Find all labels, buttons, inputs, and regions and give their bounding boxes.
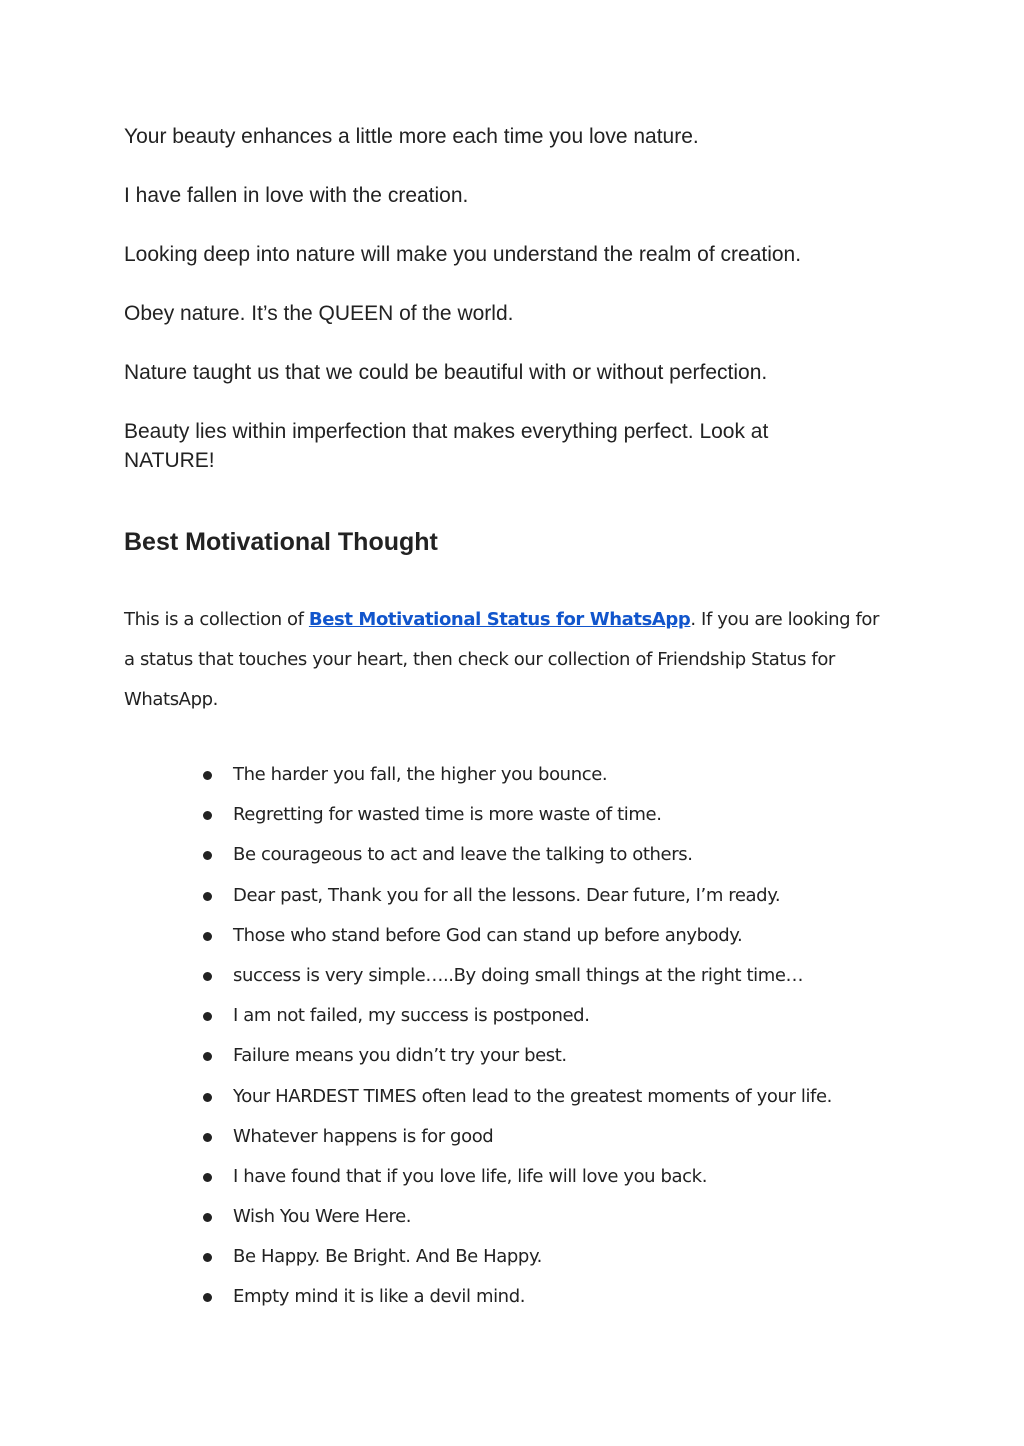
bullet-icon: [203, 972, 212, 981]
quote-paragraph: Looking deep into nature will make you understand the realm of creation.: [124, 243, 802, 266]
list-item: [200, 956, 832, 996]
bullet-icon: [203, 771, 212, 780]
quote-paragraph: Nature taught us that we could be beautiful with or without perfection.: [124, 361, 768, 384]
list-item: [200, 795, 832, 835]
bullet-icon: [203, 1052, 212, 1061]
list-item: [200, 1117, 832, 1157]
quote-paragraph: I have fallen in love with the creation.: [124, 184, 469, 207]
bullet-icon: [203, 1093, 212, 1102]
list-item-text: I have found that if you love life, life will love you back.: [233, 1165, 708, 1187]
list-item: [200, 835, 832, 875]
list-item: [200, 1077, 832, 1117]
bullet-icon: [203, 811, 212, 820]
quote-paragraph: Beauty lies within imperfection that makes everything perfect. Look at NATURE!: [124, 420, 769, 472]
bullet-icon: [203, 1253, 212, 1262]
bullet-icon: [203, 1293, 212, 1302]
list-item-text: Empty mind it is like a devil mind.: [233, 1286, 526, 1308]
bullet-icon: [203, 1213, 212, 1222]
motivational-status-link[interactable]: Best Motivational Status for WhatsApp: [308, 609, 691, 630]
list-item-text: Your HARDEST TIMES often lead to the greatest moments of your life.: [233, 1085, 832, 1107]
bullet-icon: [203, 1173, 212, 1182]
list-item-text: Be courageous to act and leave the talking to others.: [233, 844, 693, 866]
list-item: [200, 996, 832, 1036]
list-item-text: The harder you fall, the higher you bounce.: [233, 764, 608, 785]
list-item-text: Wish You Were Here.: [233, 1206, 412, 1228]
list-item-text: Be Happy. Be Bright. And Be Happy.: [233, 1246, 542, 1268]
list-item: [200, 916, 832, 956]
list-item: [200, 1237, 832, 1277]
quote-paragraph: Your beauty enhances a little more each time you love nature.: [124, 125, 699, 148]
list-item: [200, 1157, 832, 1197]
bullet-icon: [203, 851, 212, 860]
intro-text-after: . If you are looking for a status that touches your heart, then check our collection of Friendship Status for WhatsApp.: [124, 609, 879, 710]
list-item-text: Dear past, Thank you for all the lessons. Dear future, I’m ready.: [233, 884, 781, 906]
bullet-list: [200, 755, 832, 1318]
list-item-text: Those who stand before God can stand up before anybody.: [233, 924, 743, 946]
list-item: [200, 1277, 832, 1317]
list-item-text: Whatever happens is for good: [233, 1125, 494, 1147]
list-item-text: Regretting for wasted time is more waste of time.: [233, 804, 662, 826]
intro-paragraph: [124, 600, 884, 720]
list-item-text: success is very simple…..By doing small things at the right time…: [233, 964, 804, 986]
intro-text-before: This is a collection of: [124, 609, 309, 630]
list-item: [200, 1036, 832, 1076]
list-item: [200, 755, 832, 795]
list-item-text: Failure means you didn’t try your best.: [233, 1045, 567, 1067]
bullet-icon: [203, 892, 212, 901]
section-heading: Best Motivational Thought: [124, 528, 438, 556]
bullet-icon: [203, 1012, 212, 1021]
bullet-icon: [203, 932, 212, 941]
list-item: [200, 1197, 832, 1237]
bullet-icon: [203, 1133, 212, 1142]
list-item: [200, 876, 832, 916]
list-item-text: I am not failed, my success is postponed.: [233, 1005, 590, 1027]
quote-paragraph: Obey nature. It’s the QUEEN of the world.: [124, 302, 514, 325]
